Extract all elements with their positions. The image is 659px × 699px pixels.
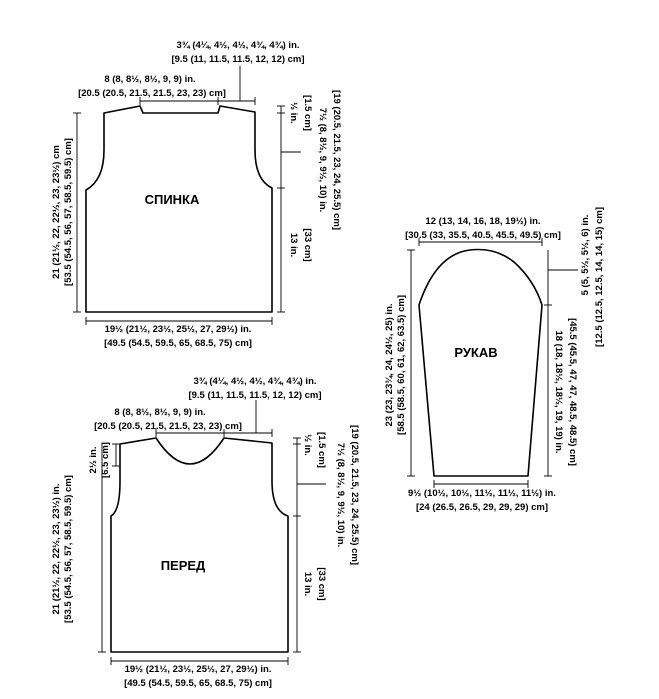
front-armhole-depth-label: 7½ (8, 8½, 9, 9½, 10) in. <box>335 442 346 548</box>
sleeve-total-length-label-cm: [58.5 (58.5, 60, 61, 62, 63.5) cm] <box>396 295 407 435</box>
front-piece <box>51 376 360 689</box>
back-shoulder-width-label: 8 (8, 8½, 8½, 9, 9) in. <box>104 74 196 85</box>
back-piece <box>51 40 342 349</box>
sleeve-piece <box>384 207 605 513</box>
front-side-length-label: 13 in. <box>302 571 313 597</box>
back-side-length-label: 13 in. <box>288 232 299 258</box>
front-total-length-label-cm: [53.5 (54.5, 56, 57, 58.5, 59.5) cm] <box>63 475 74 623</box>
sleeve-underarm-length-label: 18 (18, 18½, 18½, 19, 19) in. <box>553 330 564 454</box>
sleeve-cuff-width-label: 9½ (10½, 10½, 11½, 11½, 11½) in. <box>408 488 556 499</box>
front-shoulder-width-label: 8 (8, 8½, 8½, 9, 9) in. <box>114 407 206 418</box>
back-shoulder-width-label-cm: [20.5 (20.5, 21.5, 21.5, 23, 23) cm] <box>78 88 226 99</box>
front-outline <box>111 438 288 652</box>
back-title: СПИНКА <box>144 192 200 207</box>
back-width-label-cm: [49.5 (54.5, 59.5, 65, 68.5, 75) cm] <box>104 338 252 349</box>
sleeve-cap-height-label-cm: [12.5 (12.5, 12.5, 14, 14, 15) cm] <box>594 207 605 347</box>
sleeve-underarm-length-label-cm: [45.5 (45.5, 47, 47, 48.5, 48.5) cm] <box>567 318 578 466</box>
back-outline <box>86 106 272 312</box>
back-neck-width-label-cm: [9.5 (11, 11.5, 11.5, 12, 12) cm] <box>171 54 305 65</box>
front-neck-depth-label: 2½ in. <box>88 446 99 474</box>
front-neck-width-label-cm: [9.5 (11, 11.5, 11.5, 12, 12) cm] <box>188 390 322 401</box>
back-shoulder-drop-label-cm: [1.5 cm] <box>302 95 313 131</box>
front-side-length-label-cm: [33 cm] <box>316 567 327 601</box>
sleeve-title: РУКАВ <box>454 345 498 360</box>
front-shoulder-width-label-cm: [20.5 (20.5, 21.5, 21.5, 23, 23) cm] <box>94 421 242 432</box>
front-neck-depth-label-cm: [6.5 cm] <box>100 442 111 478</box>
back-armhole-depth-label-cm: [19 (20.5, 21.5, 23, 24, 25.5) cm] <box>331 90 342 230</box>
back-side-length-label-cm: [33 cm] <box>302 228 313 262</box>
back-shoulder-drop-label: ½ in. <box>288 102 299 124</box>
back-width-label: 19½ (21½, 23½, 25½, 27, 29½) in. <box>104 324 252 335</box>
sleeve-top-width-label-cm: [30.5 (33, 35.5, 40.5, 45.5, 49.5) cm] <box>405 230 561 241</box>
sleeve-cap-height-label: 5 (5, 5½, 5½, 6) in. <box>580 214 591 296</box>
back-neck-width-label: 3¾ (4¼, 4½, 4½, 4¾, 4¾) in. <box>176 40 300 51</box>
front-neck-width-label: 3¾ (4¼, 4½, 4½, 4¾, 4¾) in. <box>193 376 317 387</box>
back-armhole-depth-label: 7½ (8, 8½, 9, 9½, 10) in. <box>317 107 328 213</box>
front-armhole-depth-label-cm: [19 (20.5, 21.5, 23, 24, 25.5) cm] <box>349 425 360 565</box>
front-width-label-cm: [49.5 (54.5, 59.5, 65, 68.5, 75) cm] <box>124 678 272 689</box>
back-total-length-label-cm: [53.5 (54.5, 56, 57, 58.5, 59.5) cm] <box>63 138 74 286</box>
sleeve-cuff-width-label-cm: [24 (26.5, 26.5, 29, 29, 29) cm] <box>415 502 549 513</box>
front-width-label: 19½ (21½, 23½, 25½, 27, 29½) in. <box>124 664 272 675</box>
front-title: ПЕРЕД <box>160 558 206 573</box>
back-total-length-label: 21 (21½, 22, 22½, 23, 23½) cm <box>51 145 62 279</box>
sleeve-top-width-label: 12 (13, 14, 16, 18, 19½) in. <box>425 216 541 227</box>
front-shoulder-drop-label-cm: [1.5 cm] <box>316 432 327 468</box>
front-total-length-label: 21 (21½, 22, 22½, 23, 23½) in. <box>51 483 62 615</box>
front-shoulder-drop-label: ½ in. <box>302 434 313 456</box>
sleeve-total-length-label: 23 (23, 23¾, 24, 24½, 25) in. <box>384 303 395 427</box>
sleeve-outline <box>419 250 542 477</box>
